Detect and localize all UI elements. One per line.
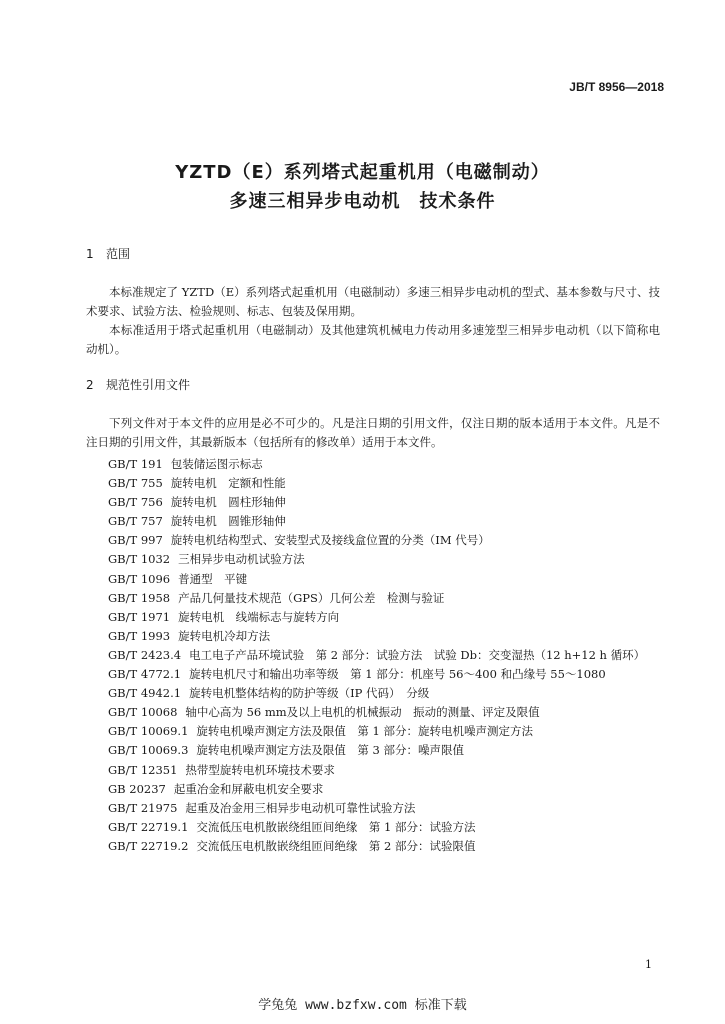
scope-paragraph-1: 本标准规定了 YZTD（E）系列塔式起重机用（电磁制动）多速三相异步电动机的型式、基本参数与尺寸、技术要求、试验方法、检验规则、标志、包装及保用期。 — [86, 285, 660, 318]
reference-title: 交流低压电机散嵌绕组匝间绝缘 第 1 部分：试验方法 — [196, 819, 476, 834]
reference-code: GB 20237 — [108, 781, 166, 796]
reference-code: GB/T 1096 — [108, 571, 171, 586]
reference-code: GB/T 191 — [108, 457, 163, 471]
reference-item — [108, 818, 668, 837]
reference-title: 起重冶金和屏蔽电机安全要求 — [173, 781, 324, 796]
reference-code: GB/T 10069.3 — [108, 743, 189, 758]
section-number: 2 — [86, 378, 94, 392]
section-title: 范围 — [106, 247, 131, 261]
reference-code: GB/T 12351 — [108, 762, 178, 777]
reference-item — [108, 703, 668, 722]
reference-list — [108, 455, 668, 856]
standard-number: JB/T 8956—2018 — [569, 80, 664, 94]
reference-code: GB/T 10068 — [108, 705, 178, 720]
reference-item — [108, 550, 668, 569]
reference-code: GB/T 756 — [108, 495, 163, 510]
reference-item — [108, 780, 668, 799]
footer-watermark: 学兔兔 www.bzfxw.com 标准下载 — [258, 998, 467, 1013]
reference-code: GB/T 1958 — [108, 590, 171, 605]
reference-title: 包装储运图示标志 — [170, 457, 263, 471]
section-number: 1 — [86, 247, 94, 261]
references-intro-paragraph: 下列文件对于本文件的应用是必不可少的。凡是注日期的引用文件，仅注日期的版本适用于本文件。凡是不注日期的引用文件，其最新版本（包括所有的修改单）适用于本文件。 — [86, 416, 660, 449]
reference-title: 旋转电机冷却方法 — [178, 628, 271, 643]
reference-item — [108, 761, 668, 780]
reference-item — [108, 799, 668, 818]
reference-code: GB/T 1993 — [108, 628, 171, 643]
reference-item — [108, 493, 668, 512]
reference-title: 起重及冶金用三相异步电动机可靠性试验方法 — [185, 800, 416, 815]
reference-item — [108, 837, 668, 856]
reference-code: GB/T 1032 — [108, 552, 171, 567]
reference-code: GB/T 2423.4 — [108, 647, 182, 662]
reference-title: 电工电子产品环境试验 第 2 部分：试验方法 试验 Db：交变湿热（12 h+12 h 循环） — [189, 647, 646, 662]
reference-title: 旋转电机噪声测定方法及限值 第 1 部分：旋转电机噪声测定方法 — [196, 724, 534, 739]
reference-item — [108, 589, 668, 608]
reference-item — [108, 570, 668, 589]
scope-paragraph-2: 本标准适用于塔式起重机用（电磁制动）及其他建筑机械电力传动用多速笼型三相异步电动机（以下简称电动机）。 — [86, 323, 660, 356]
reference-title: 旋转电机 线端标志与旋转方向 — [178, 609, 340, 624]
section-heading-normative-references — [86, 376, 190, 393]
reference-title: 热带型旋转电机环境技术要求 — [185, 762, 335, 777]
reference-item — [108, 665, 668, 684]
reference-title: 旋转电机 定额和性能 — [170, 476, 286, 491]
reference-item — [108, 531, 668, 550]
reference-item — [108, 684, 668, 703]
reference-title: 旋转电机结构型式、安装型式及接线盒位置的分类（IM 代号） — [170, 533, 490, 548]
reference-item — [108, 627, 668, 646]
reference-item — [108, 741, 668, 760]
reference-title: 旋转电机噪声测定方法及限值 第 3 部分：噪声限值 — [196, 743, 465, 758]
reference-item — [108, 722, 668, 741]
document-title-line2: 多速三相异步电动机 技术条件 — [229, 191, 496, 212]
reference-title: 三相异步电动机试验方法 — [178, 552, 305, 567]
reference-code: GB/T 4772.1 — [108, 667, 182, 682]
reference-title: 普通型 平键 — [178, 571, 248, 586]
page-number: 1 — [645, 958, 652, 971]
section-heading-scope — [86, 245, 130, 262]
reference-title: 交流低压电机散嵌绕组匝间绝缘 第 2 部分：试验限值 — [196, 838, 476, 853]
reference-code: GB/T 10069.1 — [108, 724, 189, 739]
reference-item — [108, 608, 668, 627]
document-title-line1: YZTD（E）系列塔式起重机用（电磁制动） — [175, 162, 550, 183]
reference-title: 旋转电机整体结构的防护等级（IP 代码） 分级 — [189, 686, 430, 701]
reference-item — [108, 455, 668, 474]
reference-code: GB/T 22719.2 — [108, 838, 189, 853]
reference-item — [108, 512, 668, 531]
reference-title: 旋转电机 圆锥形轴伸 — [170, 514, 286, 529]
reference-code: GB/T 757 — [108, 514, 163, 529]
section-title: 规范性引用文件 — [106, 378, 191, 392]
reference-code: GB/T 21975 — [108, 800, 178, 815]
reference-code: GB/T 755 — [108, 476, 163, 491]
reference-code: GB/T 1971 — [108, 609, 171, 624]
reference-item — [108, 474, 668, 493]
reference-code: GB/T 4942.1 — [108, 686, 182, 701]
reference-title: 产品几何量技术规范（GPS）几何公差 检测与验证 — [178, 590, 445, 605]
reference-title: 旋转电机尺寸和输出功率等级 第 1 部分：机座号 56～400 和凸缘号 55～1080 — [189, 667, 606, 682]
reference-code: GB/T 22719.1 — [108, 819, 189, 834]
reference-title: 轴中心高为 56 mm及以上电机的机械振动 振动的测量、评定及限值 — [185, 705, 540, 720]
reference-code: GB/T 997 — [108, 533, 163, 548]
reference-title: 旋转电机 圆柱形轴伸 — [170, 495, 286, 510]
reference-item — [108, 646, 668, 665]
